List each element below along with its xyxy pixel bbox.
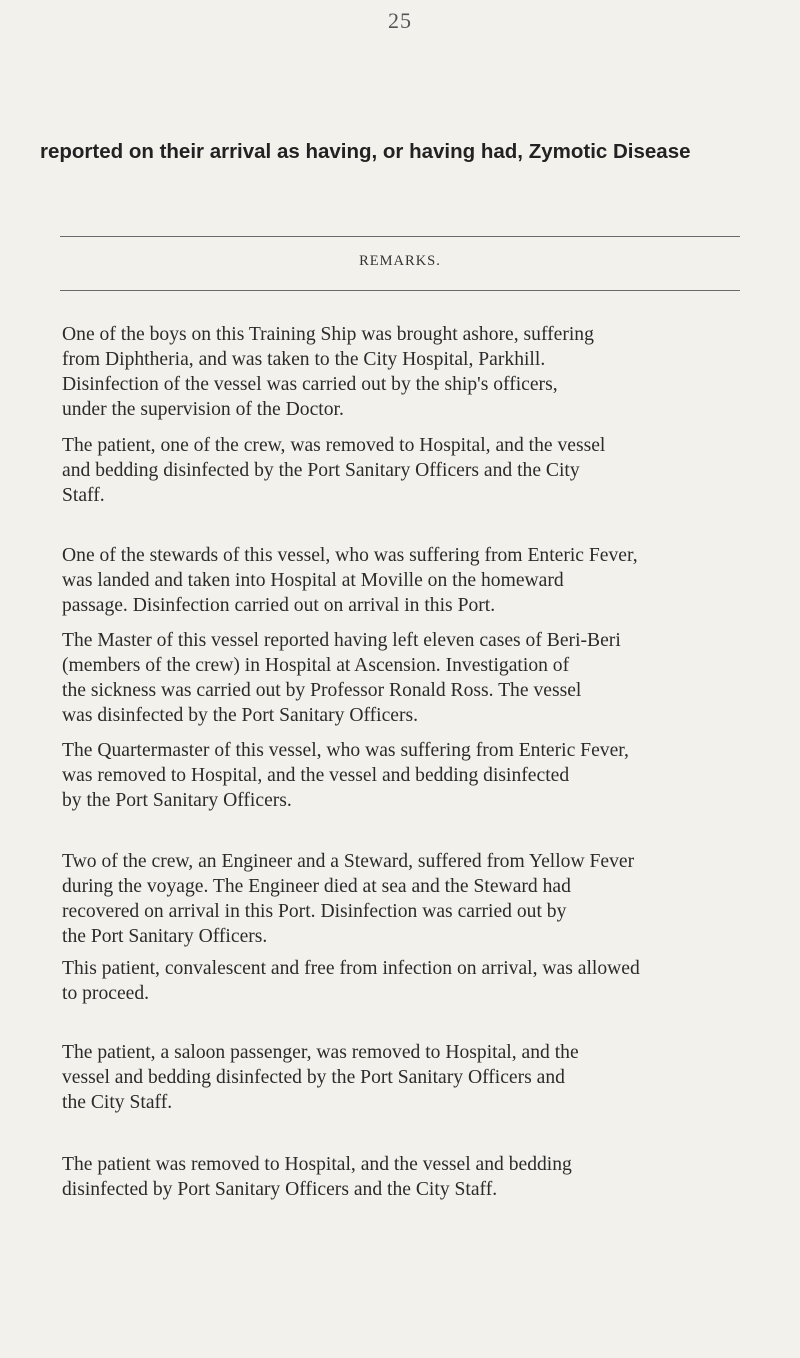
remark-line: to proceed. [62, 983, 150, 1004]
remark-line: The Master of this vessel reported having left eleven cases of Beri-Beri [62, 630, 621, 651]
remark-line: recovered on arrival in this Port. Disinfection was carried out by [62, 901, 567, 922]
remark-7 [62, 956, 778, 1006]
divider-bottom [60, 290, 740, 291]
remark-line: Disinfection of the vessel was carried out by the ship's officers, [62, 374, 558, 395]
divider-top [60, 236, 740, 237]
remark-line: The patient, one of the crew, was removed to Hospital, and the vessel [62, 435, 606, 456]
remark-line: The Quartermaster of this vessel, who was suffering from Enteric Fever, [62, 740, 629, 761]
remark-line: the sickness was carried out by Professor Ronald Ross. The vessel [62, 680, 582, 701]
remark-line: from Diphtheria, and was taken to the City Hospital, Parkhill. [62, 349, 546, 370]
remark-line: was landed and taken into Hospital at Moville on the homeward [62, 570, 564, 591]
remark-line: One of the boys on this Training Ship was brought ashore, suffering [62, 324, 594, 345]
page-number: 25 [388, 8, 412, 33]
remark-line: passage. Disinfection carried out on arrival in this Port. [62, 595, 496, 616]
remark-line: The patient was removed to Hospital, and the vessel and bedding [62, 1154, 572, 1175]
remark-line: This patient, convalescent and free from infection on arrival, was allowed [62, 958, 640, 979]
remark-3 [62, 543, 778, 618]
remark-line: vessel and bedding disinfected by the Port Sanitary Officers and [62, 1067, 565, 1088]
remark-line: disinfected by Port Sanitary Officers and the City Staff. [62, 1179, 498, 1200]
remark-line: by the Port Sanitary Officers. [62, 790, 292, 811]
remark-line: One of the stewards of this vessel, who was suffering from Enteric Fever, [62, 545, 638, 566]
remark-line: was removed to Hospital, and the vessel and bedding disinfected [62, 765, 570, 786]
remark-line: Two of the crew, an Engineer and a Steward, suffered from Yellow Fever [62, 851, 635, 872]
remark-line: Staff. [62, 485, 105, 506]
remark-9 [62, 1152, 778, 1202]
remark-2 [62, 433, 778, 508]
remark-line: was disinfected by the Port Sanitary Officers. [62, 705, 419, 726]
remark-line: during the voyage. The Engineer died at sea and the Steward had [62, 876, 571, 897]
remark-6 [62, 849, 778, 949]
remark-8 [62, 1040, 778, 1115]
page-heading: reported on their arrival as having, or having had, Zymotic Disease [40, 140, 691, 163]
remark-line: (members of the crew) in Hospital at Ascension. Investigation of [62, 655, 570, 676]
remark-5 [62, 738, 778, 813]
remark-line: the Port Sanitary Officers. [62, 926, 268, 947]
remark-line: and bedding disinfected by the Port Sanitary Officers and the City [62, 460, 580, 481]
remark-1 [62, 322, 778, 422]
remark-line: under the supervision of the Doctor. [62, 399, 344, 420]
remark-line: The patient, a saloon passenger, was removed to Hospital, and the [62, 1042, 579, 1063]
remark-line: the City Staff. [62, 1092, 173, 1113]
remark-4 [62, 628, 778, 728]
remarks-column-header: REMARKS. [359, 253, 441, 269]
